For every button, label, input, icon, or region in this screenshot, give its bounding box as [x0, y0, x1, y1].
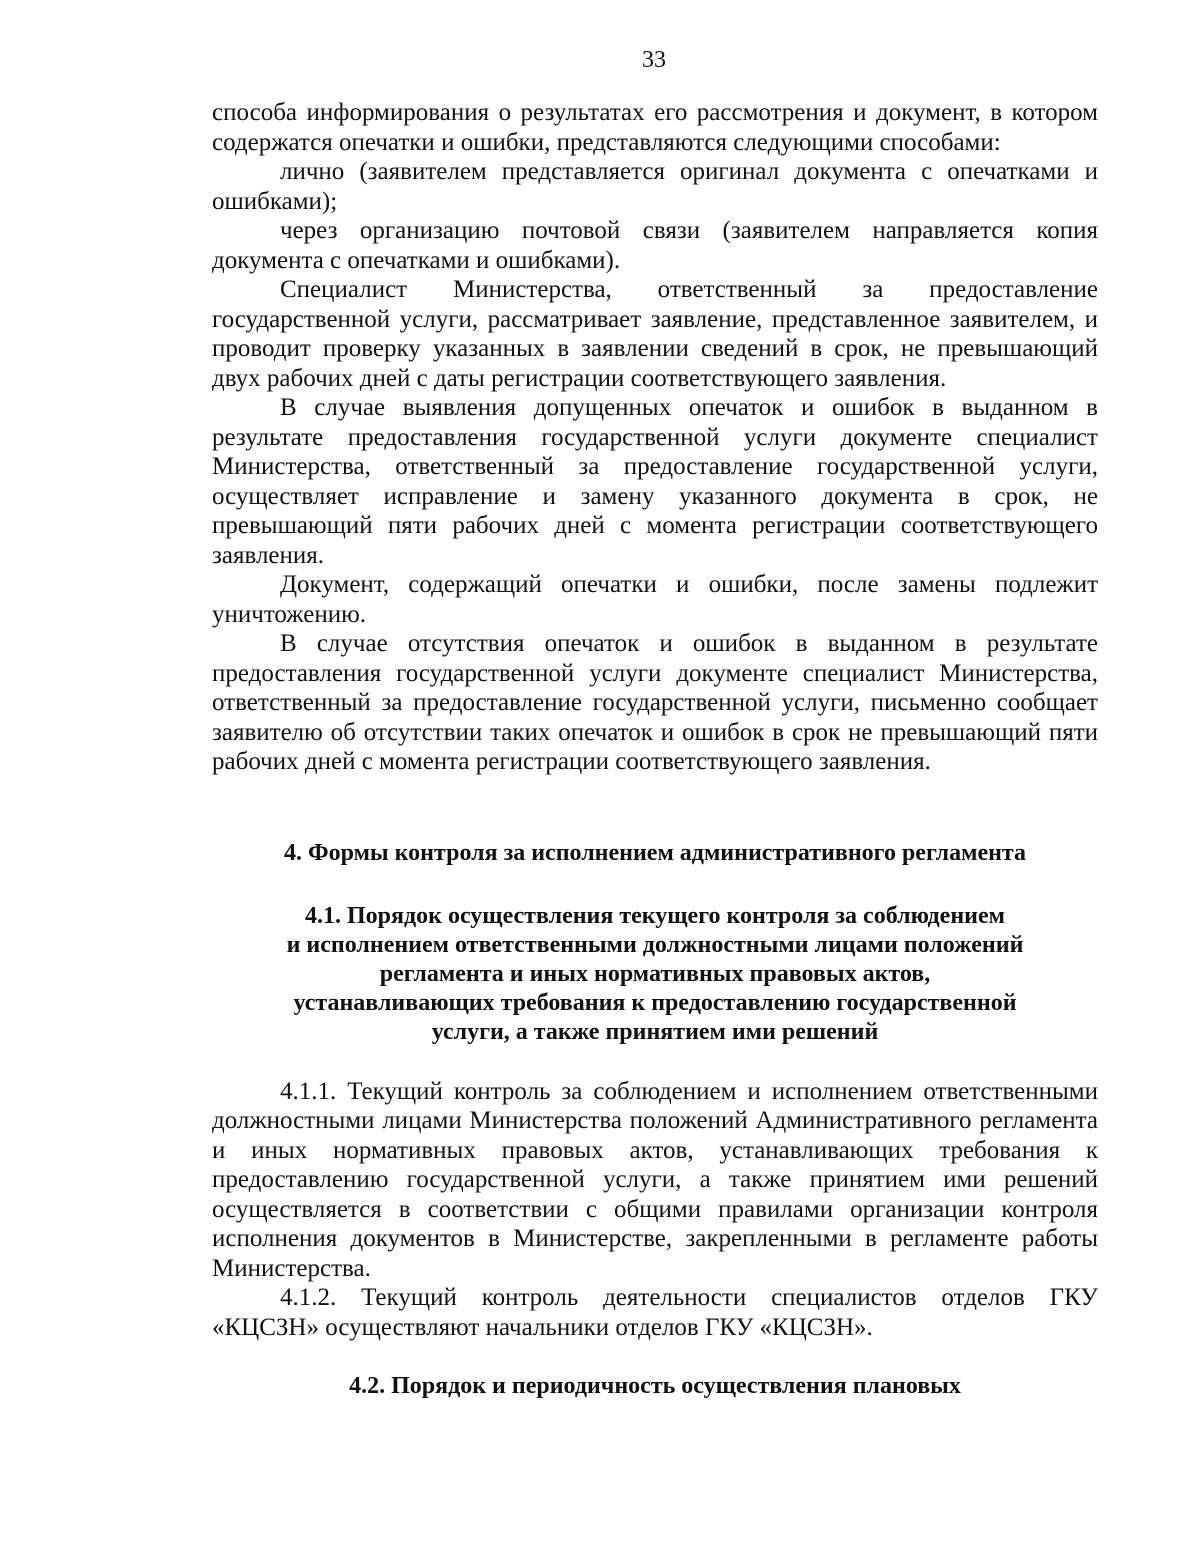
document-body — [212, 98, 1098, 1401]
section-4-1-heading-line: услуги, а также принятием ими решений — [431, 1018, 879, 1045]
paragraph-by-post: через организацию почтовой связи (заявителем направляется копия документа с опечатками и ошибками). — [212, 217, 1098, 274]
section-4-1-heading-line: регламента и иных нормативных правовых актов, — [379, 960, 931, 987]
section-4-1-heading-line: и исполнением ответственными должностными лицами положений — [286, 931, 1024, 958]
paragraph-4-1-1: 4.1.1. Текущий контроль за соблюдением и исполнением ответственными должностными лицами Министерства положений Административного регламента и иных нормативных правовых актов, устанавливающих требования к предоставлению государственной услуги, а также принятием ими решений осуществляется в соответствии с общими правилами организации контроля исполнения документов в Министерстве, закрепленными в регламенте работы Министерства. — [212, 1077, 1098, 1282]
paragraph-no-errors: В случае отсутствия опечаток и ошибок в выданном в результате предоставления государственной услуги документе специалист Министерства, ответственный за предоставление государственной услуги, письменно сообщает заявителю об отсутствии таких опечаток и ошибок в срок не превышающий пяти рабочих дней с момента регистрации соответствующего заявления. — [212, 630, 1098, 775]
paragraph-4-1-2: 4.1.2. Текущий контроль деятельности специалистов отделов ГКУ «КЦСЗН» осуществляют начальники отделов ГКУ «КЦСЗН». — [212, 1284, 1098, 1341]
paragraph-errors-found: В случае выявления допущенных опечаток и ошибок в выданном в результате предоставления государственной услуги документе специалист Министерства, ответственный за предоставление государственной услуги, осуществляет исправление и замену указанного документа в срок, не превышающий пяти рабочих дней с момента регистрации соответствующего заявления. — [212, 394, 1098, 569]
section-4-1-body — [212, 1077, 1098, 1343]
paragraph-continuation: способа информирования о результатах его рассмотрения и документ, в котором содержатся опечатки и ошибки, представляются следующими способами: — [212, 99, 1098, 156]
section-4-heading: 4. Формы контроля за исполнением административного регламента — [283, 839, 1027, 866]
page-number: 33 — [642, 47, 666, 73]
paragraph-document-destruction: Документ, содержащий опечатки и ошибки, после замены подлежит уничтожению. — [212, 571, 1098, 628]
paragraph-in-person: лично (заявителем представляется оригинал документа с опечатками и ошибками); — [212, 158, 1098, 215]
section-4-2-heading: 4.2. Порядок и периодичность осуществления плановых — [349, 1373, 961, 1399]
paragraph-specialist-review: Специалист Министерства, ответственный за предоставление государственной услуги, рассматривает заявление, представленное заявителем, и проводит проверку указанных в заявлении сведений в срок, не превышающий двух рабочих дней с даты регистрации соответствующего заявления. — [212, 276, 1098, 392]
section-4-1-heading-line: устанавливающих требования к предоставлению государственной — [293, 989, 1017, 1016]
section-4-1-heading — [212, 902, 1098, 1047]
section-4-1-heading-line: 4.1. Порядок осуществления текущего контроля за соблюдением — [305, 902, 1005, 929]
